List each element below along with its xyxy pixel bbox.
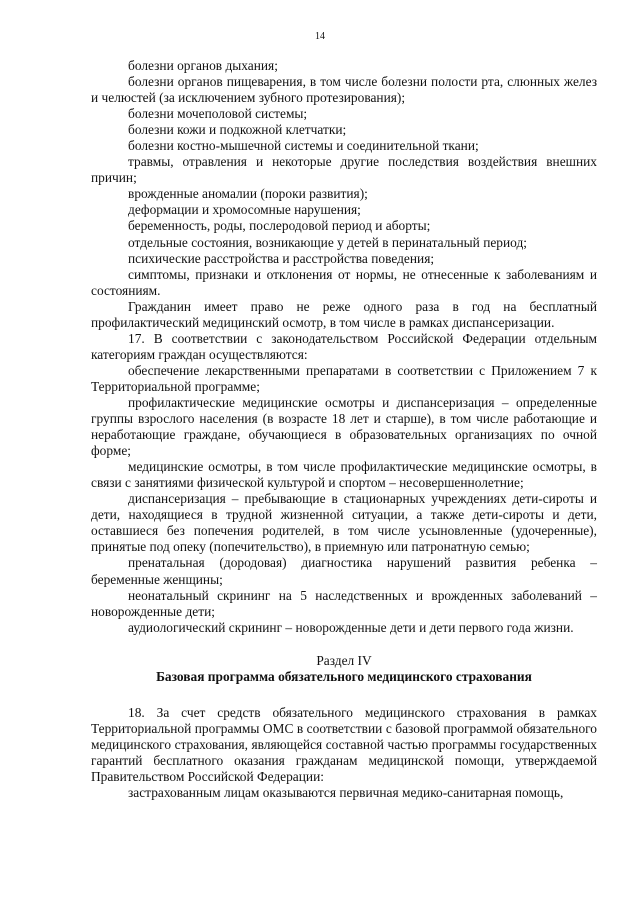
section-title: Базовая программа обязательного медицинского страхования — [156, 668, 532, 684]
paragraph: деформации и хромосомные нарушения; — [128, 202, 361, 218]
paragraph: застрахованным лицам оказываются первичная медико-санитарная помощь, — [128, 785, 564, 801]
paragraph: Гражданин имеет право не реже одного раза в год на бесплатный профилактический медицинский осмотр, в том числе в рамках диспансеризации. — [91, 298, 597, 330]
paragraph: симптомы, признаки и отклонения от нормы, не отнесенные к заболеваниям и состояниям. — [91, 266, 597, 298]
paragraph: медицинские осмотры, в том числе профилактические медицинские осмотры, в связи с занятиями физической культурой и спортом – несовершеннолетние; — [91, 459, 597, 491]
paragraph: 17. В соответствии с законодательством Российской Федерации отдельным категориям граждан осуществляются: — [91, 330, 597, 362]
paragraph: болезни мочеполовой системы; — [128, 106, 308, 122]
paragraph: неонатальный скрининг на 5 наследственных и врожденных заболеваний – новорожденные дети; — [91, 587, 597, 619]
section-number: Раздел IV — [316, 652, 372, 668]
paragraph: болезни кожи и подкожной клетчатки; — [128, 122, 347, 138]
paragraph: отдельные состояния, возникающие у детей в перинатальный период; — [128, 234, 528, 250]
paragraph: болезни костно-мышечной системы и соединительной ткани; — [128, 138, 479, 154]
paragraph: обеспечение лекарственными препаратами в соответствии с Приложением 7 к Территориальной программе; — [91, 362, 597, 394]
paragraph: диспансеризация – пребывающие в стационарных учреждениях дети-сироты и дети, находящиеся в трудной жизненной ситуации, а также дети-сироты и дети, оставшиеся без попечения родителей, в том числе усыновленные (удочеренные), принятые под опеку (попечительство), в приемную или патронатную семью; — [91, 491, 597, 555]
page-number: 14 — [315, 31, 325, 42]
document-body — [91, 58, 597, 801]
paragraph: 18. За счет средств обязательного медицинского страхования в рамках Территориальной программы ОМС в соответствии с базовой программой обязательного медицинского страхования, являющейся составной частью программы государственных гарантий бесплатного оказания гражданам медицинской помощи, утверждаемой Правительством Российской Федерации: — [91, 704, 597, 784]
paragraph: врожденные аномалии (пороки развития); — [128, 186, 368, 202]
paragraph: аудиологический скрининг – новорожденные дети и дети первого года жизни. — [128, 619, 574, 635]
paragraph: болезни органов дыхания; — [128, 58, 278, 73]
paragraph: беременность, роды, послеродовой период и аборты; — [128, 218, 431, 234]
paragraph: болезни органов пищеварения, в том числе болезни полости рта, слюнных желез и челюстей (за исключением зубного протезирования); — [91, 74, 597, 106]
paragraph: психические расстройства и расстройства поведения; — [128, 250, 435, 266]
paragraph: профилактические медицинские осмотры и диспансеризация – определенные группы взрослого населения (в возрасте 18 лет и старше), в том числе работающие и неработающие граждане, обучающиеся в образовательных организациях по очной форме; — [91, 394, 597, 459]
paragraph: пренатальная (дородовая) диагностика нарушений развития ребенка – беременные женщины; — [91, 555, 597, 587]
paragraph: травмы, отравления и некоторые другие последствия воздействия внешних причин; — [91, 154, 597, 186]
